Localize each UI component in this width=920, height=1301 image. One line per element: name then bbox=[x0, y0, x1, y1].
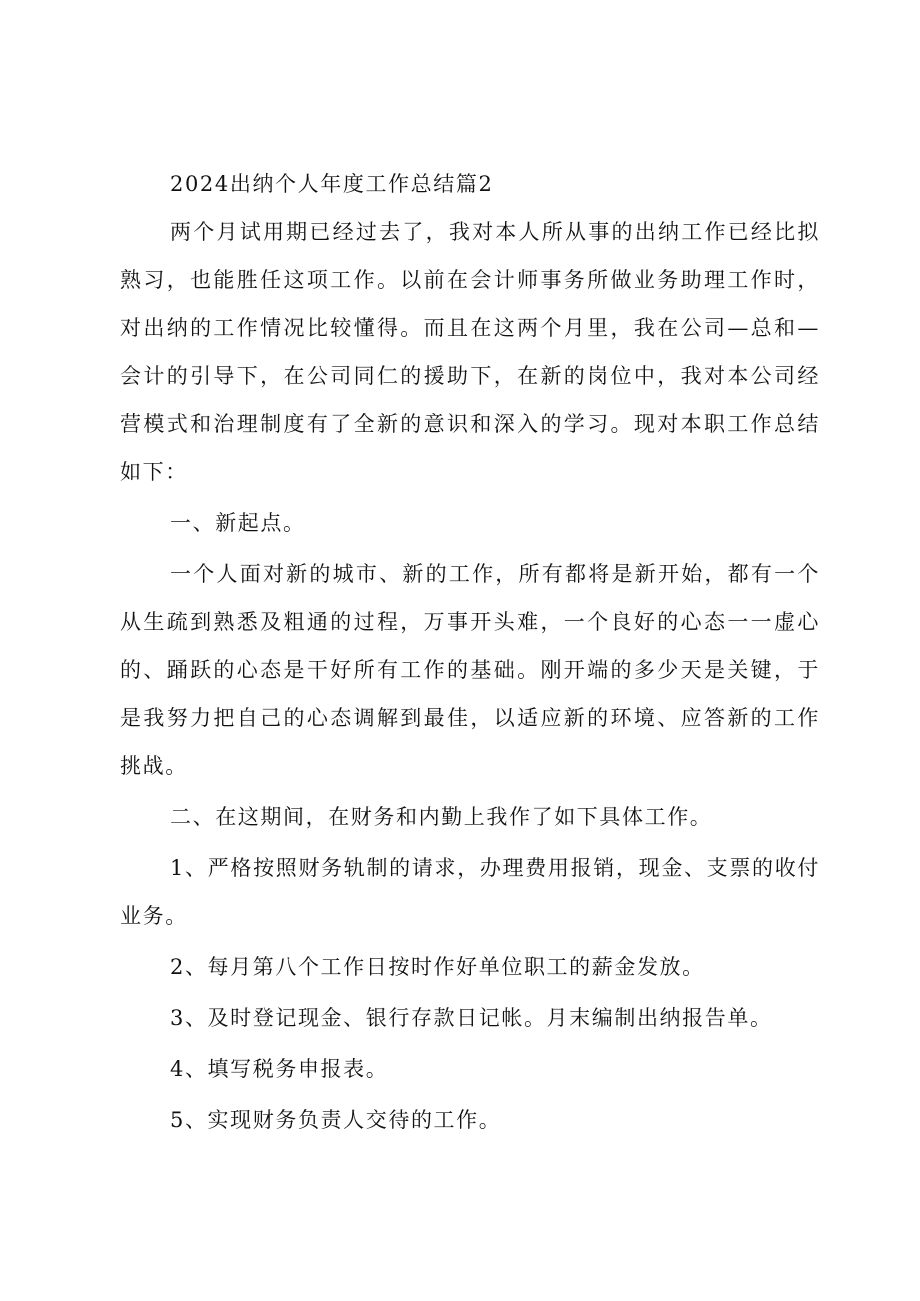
document-body bbox=[120, 160, 820, 1147]
document-title: 2024出纳个人年度工作总结篇2 bbox=[170, 172, 494, 196]
list-item-3: 3、及时登记现金、银行存款日记帐。月末编制出纳报告单。 bbox=[170, 1006, 773, 1030]
list-item-1: 1、严格按照财务轨制的请求，办理费用报销，现金、支票的收付业务。 bbox=[120, 856, 820, 928]
list-item-5: 5、实现财务负责人交待的工作。 bbox=[170, 1108, 502, 1132]
paragraph-intro: 两个月试用期已经过去了，我对本人所从事的出纳工作已经比拟熟习，也能胜任这项工作。以前在会计师事务所做业务助理工作时，对出纳的工作情况比较懂得。而且在这两个月里，我在公司—总和—会计的引导下，在公司同仁的援助下，在新的岗位中，我对本公司经营模式和治理制度有了全新的意识和深入的学习。现对本职工作总结如下： bbox=[120, 220, 820, 484]
list-item-2: 2、每月第八个工作日按时作好单位职工的薪金发放。 bbox=[170, 955, 705, 979]
list-item-4: 4、填写税务申报表。 bbox=[170, 1057, 389, 1081]
paragraph-new-start: 一个人面对新的城市、新的工作，所有都将是新开始，都有一个从生疏到熟悉及粗通的过程，万事开头难，一个良好的心态一一虚心的、踊跃的心态是干好所有工作的基础。刚开端的多少天是关键，于是我努力把自己的心态调解到最佳，以适应新的环境、应答新的工作挑战。 bbox=[120, 562, 820, 778]
section-heading-new-start: 一、新起点。 bbox=[170, 511, 306, 535]
section-heading-work-done: 二、在这期间，在财务和内勤上我作了如下具体工作。 bbox=[170, 805, 713, 829]
